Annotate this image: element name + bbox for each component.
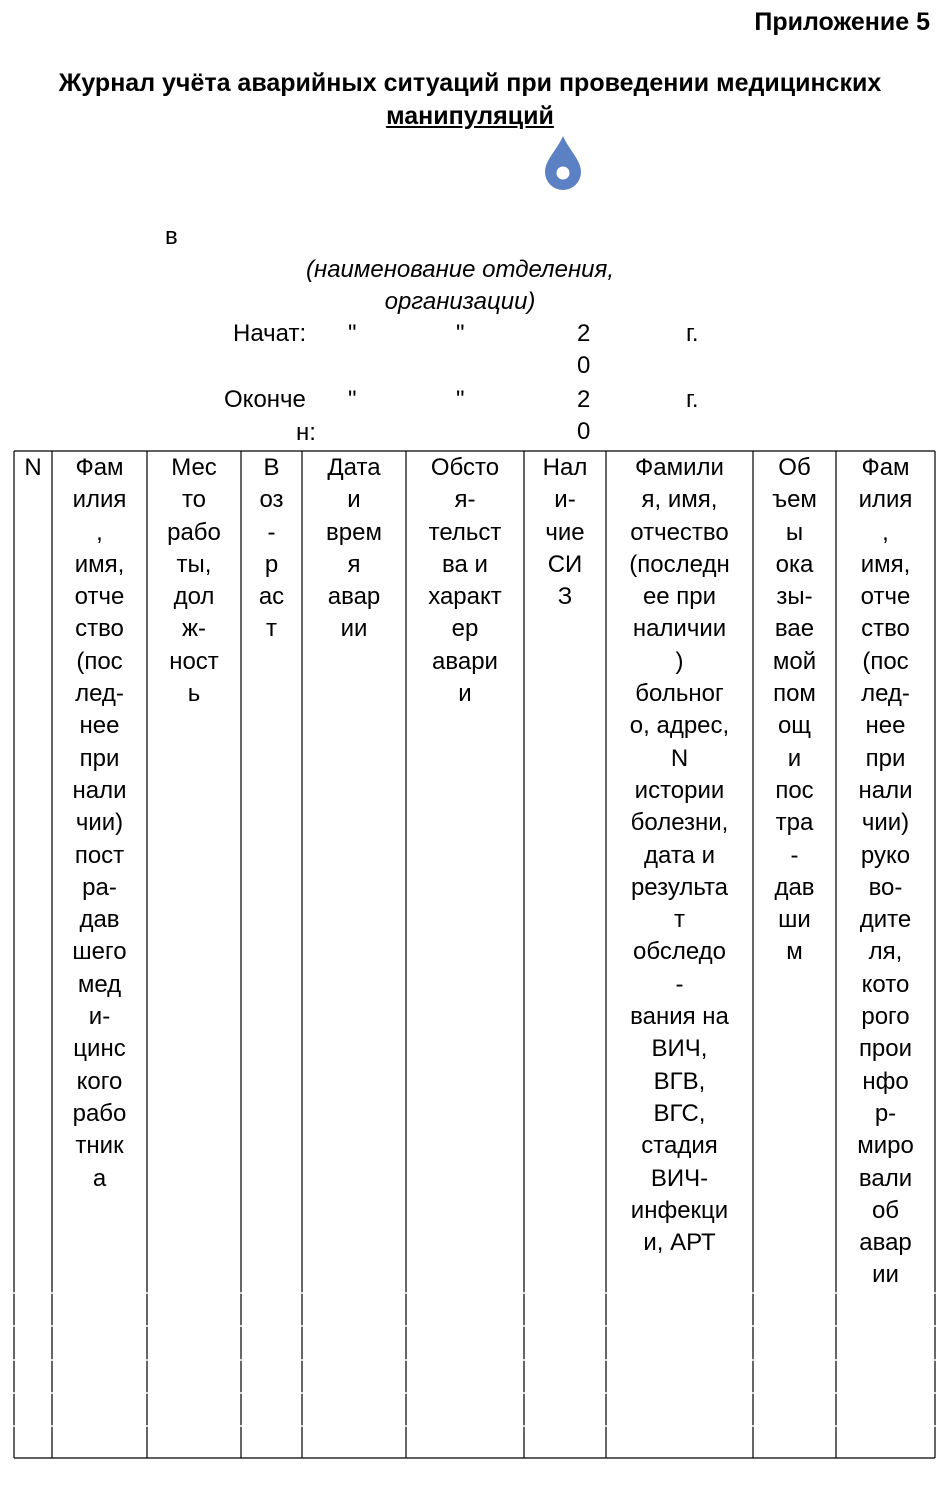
subtitle-line-2: организации) (384, 288, 536, 315)
header-cell-ppe: Нал и- чие СИ З (542, 454, 588, 611)
started-year-suffix: г. (686, 320, 699, 347)
water-drop-icon (543, 136, 583, 192)
ended-label-line-1: Оконче (224, 386, 306, 413)
header-cell-supervisor: Фам илия , имя, отче ство (пос лед- нее при нали чии) руко во- дите ля, кото рого прои нфо р- миро вали об авар ии (857, 454, 914, 1289)
ended-year-digits: 2 0 (577, 386, 591, 445)
header-cell-datetime: Дата и врем я авар ии (326, 454, 382, 643)
ended-quote-open: " (348, 386, 357, 413)
started-quote-close: " (456, 320, 465, 347)
started-year-digits: 2 0 (577, 320, 591, 379)
ended-label-line-2: н: (296, 419, 316, 446)
started-quote-open: " (348, 320, 357, 347)
header-cell-number: N (24, 454, 42, 481)
header-cell-workplace: Мес то рабо ты, дол ж- ност ь (167, 454, 221, 708)
header-cell-aid-volume: Об ъем ы ока зы- вае мой пом ощ и пос тра - дав ши м (772, 454, 817, 966)
header-cell-worker-name: Фам илия , имя, отче ство (пос лед- нее при нали чии) пост ра- дав шего мед и- цинс кого рабо тник а (72, 454, 127, 1192)
appendix-label: Приложение 5 (754, 8, 930, 36)
header-cell-circumstances: Обсто я- тельст ва и характ ер авари и (428, 454, 502, 708)
document-title (0, 67, 940, 133)
started-label: Начат: (233, 320, 307, 347)
header-cell-age: В оз - р ас т (258, 454, 285, 643)
subtitle-line-1: (наименование отделения, (306, 256, 614, 283)
title-line-1: Журнал учёта аварийных ситуаций при проведении медицинских (58, 69, 882, 97)
ended-quote-close: " (456, 386, 465, 413)
title-line-2: манипуляций (386, 102, 554, 130)
ended-year-suffix: г. (686, 386, 699, 413)
prefix-v: в (165, 223, 178, 250)
header-cell-patient-info: Фамили я, имя, отчество (последн ее при наличии ) больног о, адрес, N истории болезни, дата и результа т обследо - вания на ВИЧ, ВГВ, ВГС, стадия ВИЧ- инфекци и, АРТ (629, 454, 730, 1257)
